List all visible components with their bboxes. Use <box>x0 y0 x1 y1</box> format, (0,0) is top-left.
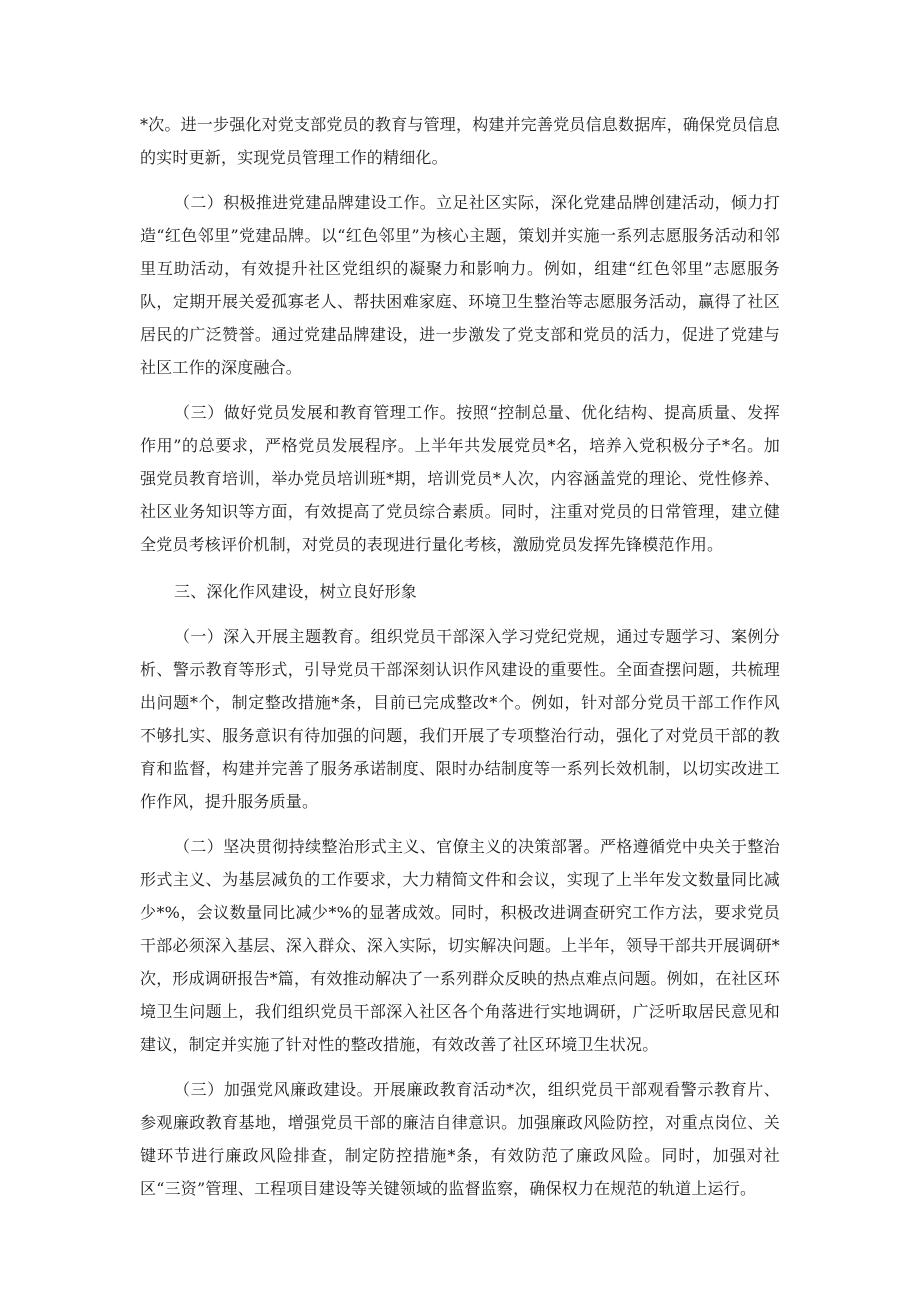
paragraph-continuation: *次。进一步强化对党支部党员的教育与管理，构建并完善党员信息数据库，确保党员信息的实时更新，实现党员管理工作的精细化。 <box>140 115 781 167</box>
paragraph-integrity: （三）加强党风廉政建设。开展廉政教育活动*次，组织党员干部观看警示教育片、参观廉政教育基地，增强党员干部的廉洁自律意识。加强廉政风险防控，对重点岗位、关键环节进行廉政风险排查，制定防控措施*条，有效防范了廉政风险。同时，加强对社区“三资”管理、工程项目建设等关键领域的监督监察，确保权力在规范的轨道上运行。 <box>140 1080 780 1198</box>
paragraph-party-brand: （二）积极推进党建品牌建设工作。立足社区实际，深化党建品牌创建活动，倾力打造“红色邻里”党建品牌。以“红色邻里”为核心主题，策划并实施一系列志愿服务活动和邻里互助活动，有效提升社区党组织的凝聚力和影响力。例如，组建“红色邻里”志愿服务队，定期开展关爱孤寡老人、帮扶困难家庭、环境卫生整治等志愿服务活动，赢得了社区居民的广泛赞誉。通过党建品牌建设，进一步激发了党支部和党员的活力，促进了党建与社区工作的深度融合。 <box>140 193 780 377</box>
document-body <box>140 108 780 1205</box>
section-heading-work-style: 三、深化作风建设，树立良好形象 <box>174 582 418 601</box>
paragraph-theme-education: （一）深入开展主题教育。组织党员干部深入学习党纪党规，通过专题学习、案例分析、警示教育等形式，引导党员干部深刻认识作风建设的重要性。全面查摆问题，共梳理出问题*个，制定整改措施*条，目前已完成整改*个。例如，针对部分党员干部工作作风不够扎实、服务意识有待加强的问题，我们开展了专项整治行动，强化了对党员干部的教育和监督，构建并完善了服务承诺制度、限时办结制度等一系列长效机制，以切实改进工作作风，提升服务质量。 <box>140 627 780 811</box>
paragraph-anti-formalism: （二）坚决贯彻持续整治形式主义、官僚主义的决策部署。严格遵循党中央关于整治形式主义、为基层减负的工作要求，大力精简文件和会议，实现了上半年发文数量同比减少*%，会议数量同比减少*%的显著成效。同时，积极改进调查研究工作方法，要求党员干部必须深入基层、深入群众、深入实际，切实解决问题。上半年，领导干部共开展调研*次，形成调研报告*篇，有效推动解决了一系列群众反映的热点难点问题。例如，在社区环境卫生问题上，我们组织党员干部深入社区各个角落进行实地调研，广泛听取居民意见和建议，制定并实施了针对性的整改措施，有效改善了社区环境卫生状况。 <box>140 837 781 1054</box>
paragraph-member-development: （三）做好党员发展和教育管理工作。按照“控制总量、优化结构、提高质量、发挥作用”的总要求，严格党员发展程序。上半年共发展党员*名，培养入党积极分子*名。加强党员教育培训，举办党员培训班*期，培训党员*人次，内容涵盖党的理论、党性修养、社区业务知识等方面，有效提高了党员综合素质。同时，注重对党员的日常管理，建立健全党员考核评价机制，对党员的表现进行量化考核，激励党员发挥先锋模范作用。 <box>140 403 780 554</box>
